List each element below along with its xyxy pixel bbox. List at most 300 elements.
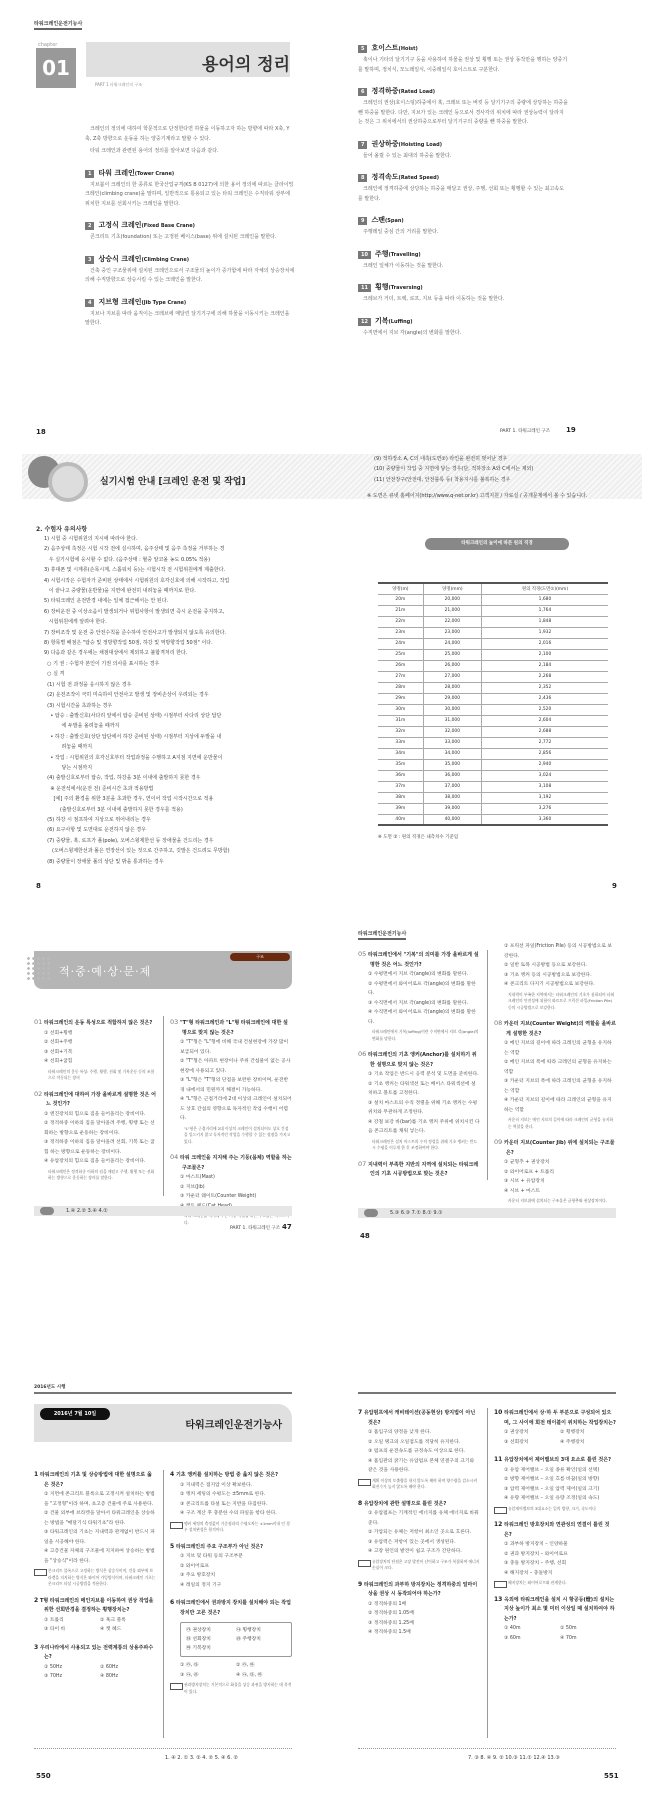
question-column bbox=[34, 1010, 156, 1182]
question-column bbox=[170, 1010, 292, 1226]
page-number: 9 bbox=[612, 882, 617, 890]
term-number: 3 bbox=[85, 256, 94, 264]
option: ④ 유량 제어밸브 – 오일 유량 조정(일의 속도) bbox=[504, 1496, 600, 1501]
choice-item: ㉰ 선회장치 bbox=[186, 1637, 211, 1642]
table-cell: 2,016 bbox=[481, 638, 608, 649]
term-name-en: (Traversing) bbox=[388, 285, 423, 291]
term-number: 6 bbox=[358, 88, 367, 96]
table-cell: 25m bbox=[378, 649, 423, 660]
banner-circle bbox=[48, 462, 88, 502]
question-number: 3 bbox=[34, 1643, 39, 1651]
table-cell: 2,772 bbox=[481, 737, 608, 748]
diameter-table bbox=[378, 582, 608, 826]
banner-title: 실기시험 안내 [크레인 운전 및 작업] bbox=[100, 477, 246, 487]
option: ① 정격하중의 1배 bbox=[368, 1601, 407, 1607]
chapter-number: 01 bbox=[36, 48, 76, 88]
table-row bbox=[378, 770, 608, 781]
notice-item: (9) 적하장소 A, C의 내측(도면②) 라인을 완전히 벗어난 경우 bbox=[374, 456, 508, 462]
table-cell: 3,360 bbox=[481, 814, 608, 825]
term-name-ko: 타워 크레인 bbox=[98, 168, 135, 177]
option: ② 횡행장치 bbox=[560, 1430, 585, 1435]
table-cell: 2,184 bbox=[481, 660, 608, 671]
question-text: 유압장치에 관한 설명으로 틀린 것은? bbox=[363, 1500, 447, 1507]
question-number: 07 bbox=[358, 1159, 367, 1168]
question bbox=[170, 1470, 292, 1481]
term-name-en: (Rated Speed) bbox=[398, 175, 439, 181]
question-number: 4 bbox=[170, 1471, 175, 1478]
notice-item: 5) 타워크레인 운전반경 내에는 일체 접근해서는 안 된다. bbox=[44, 598, 169, 605]
section-header-title: 적·중·예·상·문·제 bbox=[59, 965, 152, 978]
option: ④ 70m bbox=[560, 1635, 577, 1641]
term-number: 12 bbox=[358, 318, 371, 326]
option: ① 권상장치 bbox=[504, 1430, 529, 1435]
question-column bbox=[494, 942, 616, 1205]
table-cell: 39,000 bbox=[423, 803, 481, 814]
option: ① 지면에 콘크리트 블록으로 고정시켜 설치하는 방법을 "고정형"이라 하며, 초고층 건물에 주로 사용한다. bbox=[44, 1492, 155, 1507]
table-cell: 26,000 bbox=[423, 660, 481, 671]
table-cell: 33,000 bbox=[423, 737, 481, 748]
explanation: 권과방지장치는 기본적으로 화물을 상승 과권을 방지하는 데 목적이 있다. bbox=[170, 1682, 292, 1695]
explanation: 다. bbox=[184, 1219, 189, 1225]
notice-item: 8) 항목별 배점은 "탑승 및 정방향작업 50점, 하강 및 역방향작업 50점" 이다. bbox=[44, 640, 213, 647]
option: ② 수평면에서 와이어로프 각(angle)의 변화를 말한다. bbox=[368, 981, 476, 996]
option: ④ 선회+굽힘 bbox=[44, 1059, 73, 1064]
option: ③ 시브 + 유압장치 bbox=[504, 1179, 545, 1184]
table-cell: 31,000 bbox=[423, 715, 481, 726]
option: ① 엔진장치의 힘으로 짐을 들어올리는 장비이다. bbox=[44, 1111, 146, 1117]
table-cell: 24m bbox=[378, 638, 423, 649]
question-number: 05 bbox=[358, 950, 367, 958]
question-text: 타워크레인에서 "기복"의 의미를 가장 올바르게 설명한 것은 어느 것인가? bbox=[368, 952, 479, 968]
term-definition: 크레인의 권상(호이스팅)하중에서 훅, 크레브 또는 버킷 등 달기기구의 중량에 상당하는 하중을 뺀 하중을 말한다. 다만, 지브가 있는 크레인 등으로서 경사각의 위치에 따라 권상능력이 달라지는 것은 그 위치에서의 권상하중으로부터 달기기구의 중량을 뺀 하중을 말한다. bbox=[358, 100, 568, 125]
question-text: 카운터 지브(Counter Weight)의 역할을 올바르게 설명한 것은? bbox=[504, 1021, 616, 1037]
table-row bbox=[378, 605, 608, 616]
question bbox=[34, 1596, 156, 1616]
notice-item: (출발신호로부터 3분 이내에 출발하지 못한 경우를 적용) bbox=[44, 806, 183, 813]
notice-item: 4) 시험시작은 수험자가 준비된 상태에서 시험위원의 호각신호에 의해 시작하고, 작업 bbox=[44, 577, 230, 584]
question bbox=[494, 1595, 616, 1625]
page-number: 8 bbox=[36, 882, 41, 890]
option: ③ 펌프의 운전속도를 규정속도 이상으로 한다. bbox=[368, 1449, 465, 1454]
part-line: PART 1 타워크레인의 구조 bbox=[95, 82, 143, 87]
table-cell: 29,000 bbox=[423, 693, 481, 704]
question-number: 9 bbox=[358, 1580, 363, 1588]
option: ① 균형추 + 권상장치 bbox=[504, 1160, 550, 1165]
option: ④ 유압장치의 힘으로 짐을 들어올리는 장비이다. bbox=[44, 1159, 146, 1164]
question bbox=[170, 1018, 292, 1038]
notice-item: 3) 휴대폰 및 시계류(손목시계, 스톱워치 등)는 시험시작 전 시험위원에게 제출한다. bbox=[44, 567, 226, 574]
table-cell: 32m bbox=[378, 726, 423, 737]
table-cell: 37,000 bbox=[423, 781, 481, 792]
table-cell: 26m bbox=[378, 660, 423, 671]
term-number: 10 bbox=[358, 251, 371, 259]
table-cell: 2,604 bbox=[481, 715, 608, 726]
question bbox=[494, 1019, 616, 1039]
term-definition: 지브나 지브를 따라 움직이는 크레브에 매달린 달기기구에 의해 하물을 이동시키는 크레인을 말한다. bbox=[85, 310, 290, 326]
table-cell: 2,856 bbox=[481, 748, 608, 759]
option: ① 기초 작업은 반드시 응력 분석 및 도면을 준비한다. bbox=[368, 1072, 479, 1077]
table-cell: 30m bbox=[378, 704, 423, 715]
table-cell: 1,680 bbox=[481, 594, 608, 605]
page-number: 19 bbox=[566, 426, 576, 434]
table-row bbox=[378, 682, 608, 693]
option: ③ 타워크레인의 기초는 지내력과 관계없이 반드시 파일을 시공해야 한다. bbox=[44, 1530, 155, 1545]
explanation: 타워크레인의 운동 특성: 주행, 횡행, 선회 및 기복운동 등의 조합으로 작동되는 장비 bbox=[48, 1068, 155, 1080]
term-heading bbox=[358, 86, 568, 96]
option: ② 권과 방지장치 – 와이어로프 bbox=[504, 1551, 568, 1557]
explanation: 지내력이 부족한 지역에서는 타워크레인의 기초가 침하되어 타워크레인의 안전성에 위험이 따르므로 프릭션 파일(Friction Pile) 등의 시공방법으로 보강한다. bbox=[508, 991, 615, 1010]
table-cell: 35m bbox=[378, 759, 423, 770]
term-heading bbox=[358, 282, 568, 292]
term-number: 8 bbox=[358, 174, 367, 182]
term-number: 7 bbox=[358, 141, 367, 149]
table-cell: 36m bbox=[378, 770, 423, 781]
table-cell: 38,000 bbox=[423, 792, 481, 803]
table-row bbox=[378, 671, 608, 682]
notice-item: (7) 중량물, 훅, 로프가 폴(pole), 오버스윙제한선 등 장애물을 건드리는 경우 bbox=[44, 837, 214, 844]
term-name-ko: 횡행 bbox=[374, 283, 389, 291]
table-cell: 30,000 bbox=[423, 704, 481, 715]
option: ① 지내력은 접지압 이상 확보한다. bbox=[180, 1482, 253, 1488]
page-number: 551 bbox=[604, 1772, 619, 1780]
table-cell: 28,000 bbox=[423, 682, 481, 693]
question-number: 1 bbox=[34, 1471, 39, 1478]
footer-part: PART 1. 타워크레인 구조 bbox=[230, 1226, 281, 1231]
table-cell: 27,000 bbox=[423, 671, 481, 682]
option: ② "T"형은 아파트 현장이나 주위 간섭물이 없는 공사현장에 사용되고 있다. bbox=[180, 1059, 291, 1074]
term-name-en: (Rated Load) bbox=[398, 89, 436, 95]
answer-icon bbox=[364, 1209, 378, 1217]
footer-part: PART 1. 타워크레인 구조 bbox=[500, 429, 551, 434]
term-number: 4 bbox=[85, 299, 94, 307]
table-cell: 35,000 bbox=[423, 759, 481, 770]
option: ④ 80Hz bbox=[100, 1674, 119, 1679]
question-number: 10 bbox=[494, 1409, 503, 1416]
page-number: 47 bbox=[282, 1223, 292, 1231]
term-heading bbox=[358, 249, 568, 259]
option: ④ 강철 보강 바(bar)를 기초 앵커 주위에 위치시킨 다음 콘크리트를 채워 넣는다. bbox=[368, 1119, 480, 1134]
table-note: ※ 도면 ② : 원의 직경은 내측치수 기준임 bbox=[378, 835, 459, 840]
table-cell: 2,940 bbox=[481, 759, 608, 770]
choice-item: ㉲ 기복장치 bbox=[186, 1646, 211, 1651]
term-name-ko: 지브형 크레인 bbox=[98, 297, 142, 306]
question bbox=[358, 950, 480, 970]
question bbox=[494, 1138, 616, 1158]
option: ③ 카운터 웨이트(Counter Weight) bbox=[180, 1194, 257, 1199]
table-cell: 21m bbox=[378, 605, 423, 616]
option: ① ㉮, ㉰ bbox=[180, 1663, 199, 1668]
option: ④ 해지장치 – 충돌방지 bbox=[504, 1570, 553, 1576]
question bbox=[34, 1090, 156, 1110]
table-cell: 2,352 bbox=[481, 682, 608, 693]
option: ② 정격하중 이하의 짐을 달아올려 주행, 횡행 또는 선회하는 방향으로 운동하는 장비이다. bbox=[44, 1121, 155, 1136]
option: ② 기초 앵커는 타워섹션 또는 베이스 타워섹션에 설치하고 볼트를 고정한다. bbox=[368, 1081, 476, 1096]
table-row bbox=[378, 759, 608, 770]
explanation: 타워크레인에서 기복(luffing)이란 수직면에서 지브 각(angle)의 변화를 말한다. bbox=[372, 1029, 479, 1041]
table-cell: 23,000 bbox=[423, 627, 481, 638]
table-row bbox=[378, 704, 608, 715]
question bbox=[358, 1160, 480, 1180]
table-row bbox=[378, 737, 608, 748]
notice-item: (오버스윙제한선과 폴은 연장선이 있는 것으로 간주하고, 깃발은 건드려도 무방함) bbox=[44, 848, 230, 855]
question bbox=[170, 1598, 292, 1618]
term-name-en: (Span) bbox=[385, 218, 404, 224]
answer-key: 5.③ 6.③ 7.① 8.① 9.① bbox=[390, 1210, 443, 1216]
download-note: ※ 도면은 큐넷 홈페이지(http://www.q-net.or.kr) 고객지원 / 자료실 / 공개문제에서 볼 수 있습니다. bbox=[367, 493, 588, 499]
table-cell: 1,932 bbox=[481, 627, 608, 638]
table-cell: 38m bbox=[378, 792, 423, 803]
term-number: 11 bbox=[358, 284, 371, 292]
column-divider bbox=[163, 1016, 164, 1196]
option: ① 프릭션 파일(Friction Pile) 등의 시공방법으로 보강한다. bbox=[504, 944, 613, 959]
term-name-ko: 정격속도 bbox=[371, 173, 399, 181]
answer-bar bbox=[34, 1206, 292, 1216]
option: ① 유압펌프는 기계적인 에너지를 유체 에너지로 바꿔준다. bbox=[368, 1511, 479, 1526]
question-text: T형 타워크레인의 메인지브를 이동하여 권상 작업을 위한 선회반경을 결정하는 횡행장치는? bbox=[39, 1597, 154, 1613]
option: ③ 카운터 지브의 폭에 따라 크레인의 균형을 유지하는 역할 bbox=[504, 1079, 612, 1094]
question-text: 타워크레인의 과부하 방지장치는 정격하중의 얼마이상을 권상 시 동작되어야 하는가? bbox=[363, 1581, 478, 1597]
table-cell: 23m bbox=[378, 627, 423, 638]
dotted-rule bbox=[34, 1748, 292, 1749]
running-head: 타워크레인운전기능사 bbox=[34, 20, 82, 30]
term-heading bbox=[85, 220, 295, 230]
options bbox=[34, 1616, 156, 1635]
notice-item: 려놓을 때까지 bbox=[44, 744, 93, 751]
term-number: 1 bbox=[85, 170, 94, 178]
explanation: 유압제어밸브의 3대요소는 일의 방향, 크기, 속도이다 bbox=[494, 1506, 616, 1513]
question-number: 04 bbox=[170, 1153, 179, 1161]
notice-item: (8) 중량물이 장애물 폴의 상단 및 밖을 통과하는 경우 bbox=[44, 858, 164, 865]
table-cell: 34m bbox=[378, 748, 423, 759]
table-cell: 37m bbox=[378, 781, 423, 792]
notice-item: 에 두발을 올려놓을 때까지 bbox=[44, 723, 120, 730]
table-cell: 21,000 bbox=[423, 605, 481, 616]
option: ③ 콘크리트를 타설 또는 지반을 다짐한다. bbox=[180, 1501, 268, 1507]
option: ② 선회+주행 bbox=[44, 1040, 73, 1045]
notice-item: 시험위원에게 알려야 한다. bbox=[44, 619, 107, 626]
table-cell: 2,436 bbox=[481, 693, 608, 704]
term-name-en: (Hoisting Load) bbox=[398, 141, 442, 148]
notice-item: (2) 운전조작이 극히 미숙하여 안전사고 발생 및 장비손상이 우려되는 경우 bbox=[44, 692, 209, 699]
option: ③ 60m bbox=[504, 1635, 521, 1641]
options bbox=[34, 1663, 156, 1682]
notice-item: ○ 기 권 : 수험자 본인이 기권 의사를 표시하는 경우 bbox=[44, 660, 160, 667]
question bbox=[34, 1018, 156, 1029]
term-name-ko: 스팬 bbox=[371, 216, 386, 224]
page-number: 48 bbox=[360, 1232, 370, 1240]
table-cell: 20m bbox=[378, 594, 423, 605]
table-cell: 3,192 bbox=[481, 792, 608, 803]
option: ③ 수직면에서 지브 각(angle)의 변화를 말한다. bbox=[368, 1000, 469, 1006]
explanation: 타워크레인은 정격하중 이하의 짐을 매달고 주행, 횡행 또는 선회하는 방향으로 운동하는 장비를 말한다. bbox=[48, 1168, 155, 1180]
option: ③ 기초 앵커 등의 시공방법으로 보강한다. bbox=[504, 972, 592, 978]
notice-item: (1) 시험 전 과정을 응시하지 않은 경우 bbox=[44, 681, 132, 688]
options bbox=[494, 1624, 616, 1643]
option: ① 메인 지브의 길이에 따라 크레인의 균형을 유지하는 역할 bbox=[504, 1041, 612, 1056]
option: ③ 정격하중의 1.25배 bbox=[368, 1620, 414, 1626]
explanation: 해지장치는 와이어로프와 관계한다. bbox=[494, 1580, 616, 1587]
notice-item: 6) 장비운전 중 이상소음이 발생되거나 위험사항이 발생되면 즉시 운전을 중지하고, bbox=[44, 608, 225, 615]
table-cell: 29m bbox=[378, 693, 423, 704]
notice-item: (11) 안전장구(안전대, 안전블록 등) 착용지시를 불복하는 경우 bbox=[374, 476, 511, 483]
choice-item: ㉱ 주행장치 bbox=[236, 1637, 261, 1642]
option: ② 일반 토목 시공방법 등으로 보강한다. bbox=[504, 963, 587, 968]
question-number: 12 bbox=[494, 1521, 503, 1528]
notice-item: • 작업 : 시험위원의 호각신호부터 작업과정을 수행하고 A지점 지면에 운반물이 bbox=[44, 754, 223, 761]
page-number: 18 bbox=[36, 428, 46, 436]
section-title: 2. 수험자 유의사항 bbox=[36, 526, 88, 533]
table-cell: 39m bbox=[378, 803, 423, 814]
option: ① 선회+횡행 bbox=[44, 1030, 73, 1036]
question-number: 01 bbox=[34, 1018, 43, 1026]
term-definition: 크레인에 정격하중에 상당하는 하중을 매달고 권상, 주행, 선회 또는 횡행할 수 있는 최고속도를 말한다. bbox=[358, 186, 564, 202]
table-row bbox=[378, 781, 608, 792]
column-divider bbox=[163, 1470, 164, 1738]
spread-expected-questions bbox=[0, 900, 650, 1340]
table-row bbox=[378, 726, 608, 737]
question-text: 타워크레인에서 권과방지 장치를 설치해야 되는 작업장치만 고른 것은? bbox=[175, 1600, 291, 1616]
term-name-en: (Luffing) bbox=[388, 318, 413, 325]
option: ① 마스트(Mast) bbox=[180, 1175, 215, 1180]
question-column bbox=[358, 1400, 480, 1638]
question-text: 유압장치에서 제어밸브의 3대 요소로 틀린 것은? bbox=[504, 1457, 611, 1463]
dotted-rule bbox=[358, 1748, 616, 1749]
option: ② 지브(Jib) bbox=[180, 1184, 205, 1190]
answer-key: 1.④ 2.② 3.④ 4.① bbox=[66, 1208, 108, 1214]
option: ② 건물 외부에 브라켓을 달아서 타워크레인을 상승하는 방법을 "매달기식 타워기초"라 한다. bbox=[44, 1511, 155, 1526]
chapter-label: chapter bbox=[38, 42, 58, 48]
term-heading bbox=[358, 139, 568, 149]
table-row bbox=[378, 616, 608, 627]
question bbox=[170, 1153, 292, 1173]
option: ④ 레일의 정지 기구 bbox=[180, 1582, 222, 1588]
table-cell: 22,000 bbox=[423, 616, 481, 627]
term-heading bbox=[358, 43, 568, 53]
intro-paragraph: 크레인의 정의에 대하여 학문적으로 단정한다면 하물을 이동하고자 하는 방향에 따라 X축, Y축, Z축 방향으로 운동을 하는 양중기계라고 말할 수 있다. bbox=[85, 126, 290, 142]
term-heading bbox=[85, 254, 295, 264]
option: ③ 선회장치 bbox=[504, 1439, 529, 1445]
option: ① 50Hz bbox=[44, 1664, 63, 1670]
notice-item: ※ 운전석에서(운전 전) 준비시간 초과 적용방법 bbox=[44, 785, 154, 792]
dots-decoration bbox=[26, 956, 50, 980]
header-rule bbox=[358, 1392, 616, 1394]
question-text: 타워크레인에 대하여 가장 올바르게 설명한 것은 어느 것인가? bbox=[44, 1091, 156, 1107]
table-row bbox=[378, 715, 608, 726]
notice-item: 이 끝나고 중량물(운반물)을 지면에 완전히 내려놓을 때까지로 한다. bbox=[44, 588, 196, 595]
option: ③ 70Hz bbox=[44, 1674, 63, 1679]
table-cell: 2,520 bbox=[481, 704, 608, 715]
notice-item: 7) 장비조작 및 운전 중 안전수칙을 준수하여 안전사고가 발생되지 않도록 유의한다. bbox=[44, 629, 227, 636]
table-row bbox=[378, 748, 608, 759]
column-divider bbox=[487, 1408, 488, 1738]
question-text: 타워크레인에서 상·하 두 부분으로 구성되어 있으며, 그 사이에 회전 테이블이 위치하는 작업장치는? bbox=[504, 1410, 616, 1426]
term-heading bbox=[358, 172, 568, 182]
table-cell: 40m bbox=[378, 814, 423, 825]
term-name-en: (Climbing Crane) bbox=[141, 256, 190, 263]
notice-item: 2) 음주상태 측정은 시험 시작 전에 실시하며, 음주상태 및 음주 측정을 거부하는 경 bbox=[44, 546, 225, 553]
table-cell: 2,100 bbox=[481, 649, 608, 660]
table-cell: 24,000 bbox=[423, 638, 481, 649]
question bbox=[34, 1643, 156, 1663]
question-number: 13 bbox=[494, 1595, 503, 1603]
option: ① 유압 제어밸브 – 오일 종류 확인(일의 선택) bbox=[504, 1467, 600, 1473]
term-name-ko: 주행 bbox=[374, 249, 389, 258]
question-text: 타워 크레인을 지지해 주는 기둥(몸체) 역할을 하는 구조물은? bbox=[180, 1155, 292, 1171]
question-text: 유압펌프에서 캐비테이션(공동현상) 방지법이 아닌 것은? bbox=[363, 1410, 476, 1426]
spread-practical-guide bbox=[0, 450, 650, 890]
question-number: 11 bbox=[494, 1456, 503, 1463]
option: ④ 수직면에서 와이어로프 각(angle)의 변화를 말한다. bbox=[368, 1010, 476, 1025]
notice-list bbox=[44, 534, 314, 867]
right-page-body bbox=[358, 32, 568, 338]
notice-item: 1) 시험 중 시험위원의 지시에 따라야 한다. bbox=[44, 536, 138, 542]
table-cell: 2,688 bbox=[481, 726, 608, 737]
question bbox=[358, 1050, 480, 1070]
table-cell: 33m bbox=[378, 737, 423, 748]
table-row bbox=[378, 814, 608, 825]
option: ② 오일 탱크의 오일점도를 적당히 유지한다. bbox=[368, 1439, 461, 1445]
question-number: 6 bbox=[170, 1599, 175, 1606]
option: ③ 설치 마스트의 수직 정렬을 위해 기초 앵커는 수평 위치와 무관하게 조정한다. bbox=[368, 1100, 478, 1115]
option: ② 정격하중의 1.05배 bbox=[368, 1611, 414, 1616]
explanation: 유압장치의 단점은 고장 발견이 난이하고 구조가 복잡하여 에너지 손실이 크다. bbox=[358, 1559, 480, 1572]
option: ① 수평면에서 지브 각(angle)의 변화를 말한다. bbox=[368, 972, 469, 977]
notice-item: 우 실기시험에 응시할 수 없다. (음주상태 : 혈중 알코올 농도 0.05% 적용) bbox=[44, 556, 211, 563]
notice-item: 9) 다음과 같은 경우에는 채점대상에서 제외하고 불합격처리 한다. bbox=[44, 650, 188, 657]
table-cell: 1,848 bbox=[481, 616, 608, 627]
table-row bbox=[378, 693, 608, 704]
question-text: 타워크레인의 주요 구조부가 아닌 것은? bbox=[175, 1543, 264, 1550]
question-text: 카운터 지브(Counter Jib) 위에 설치되는 구조물은? bbox=[504, 1140, 615, 1156]
term-definition: 콘크리트 기초(foundation) 또는 고정된 베이스(base) 위에 설치된 크레인을 말한다. bbox=[90, 234, 277, 240]
question-number: 08 bbox=[494, 1019, 503, 1027]
explanation: 카운터 지브는 메인 지브의 길이에 따라 크레인의 균형을 유지하는 역할을 한다. bbox=[508, 1117, 614, 1129]
term-definition: 훅이나 기타의 달기기구 등을 사용하여 하물을 권상 및 횡행 또는 권상 동작만을 행하는 양중기를 말하며, 정치식, 모노레일식, 이중레일식 호이스트로 구분한다. bbox=[358, 57, 568, 73]
question-number: 09 bbox=[494, 1138, 503, 1146]
term-number: 9 bbox=[358, 217, 367, 225]
table-cell: 3,276 bbox=[481, 803, 608, 814]
choice-item: ㉮ 권상장치 bbox=[186, 1628, 211, 1633]
question-number: 5 bbox=[170, 1542, 175, 1550]
option: ③ "L"형은 "T"형의 단점을 보완한 장비이며, 운전반경 내에서의 민원까지 해결이 가능하다. bbox=[180, 1078, 289, 1093]
table-row bbox=[378, 627, 608, 638]
table-header: 양정(m) bbox=[378, 583, 423, 594]
explanation: 콘크리트 블록으로 고정하는 방식은 상승식이며, 건물 외부에 브라켓을 지지하는 방식은 와이어 가잉방식이며, 타워크레인 기초는 콘크리트 타설 시공방법을 적용한다. bbox=[34, 1568, 156, 1588]
chapter-title: 용어의 정리 bbox=[201, 55, 290, 75]
term-name-ko: 고정식 크레인 bbox=[98, 221, 142, 229]
choice-box bbox=[180, 1622, 292, 1657]
question bbox=[358, 1499, 480, 1510]
table-cell: 27m bbox=[378, 671, 423, 682]
options bbox=[494, 1428, 616, 1447]
option: ① 40m bbox=[504, 1626, 521, 1631]
explanation: 카운터 지브위에 설치되는 구조물은 균형추와 권상장치이다. bbox=[508, 1198, 607, 1203]
term-heading bbox=[85, 297, 295, 307]
table-cell: 25,000 bbox=[423, 649, 481, 660]
question-number: 03 bbox=[170, 1018, 179, 1026]
question-column bbox=[34, 1462, 156, 1682]
topic-tag: 구조 bbox=[230, 953, 290, 961]
answer-bar bbox=[358, 1208, 616, 1218]
term-name-ko: 권상하중 bbox=[371, 139, 399, 148]
term-definition: 수직면에서 지브 각(angle)의 변화를 말한다. bbox=[363, 329, 462, 336]
table-header: 원의 직경(도면②)(mm) bbox=[481, 583, 608, 594]
question-text: 타워크레인의 기초 및 상승방법에 대한 설명으로 옳은 것은? bbox=[39, 1472, 152, 1488]
exam-title: 타워크레인운전기능사 bbox=[185, 1420, 282, 1431]
question bbox=[358, 1580, 480, 1600]
answer-icon bbox=[40, 1207, 54, 1215]
option: ④ 카운터 지브의 길이에 따라 크레인의 균형을 유지하는 역할 bbox=[504, 1098, 612, 1113]
